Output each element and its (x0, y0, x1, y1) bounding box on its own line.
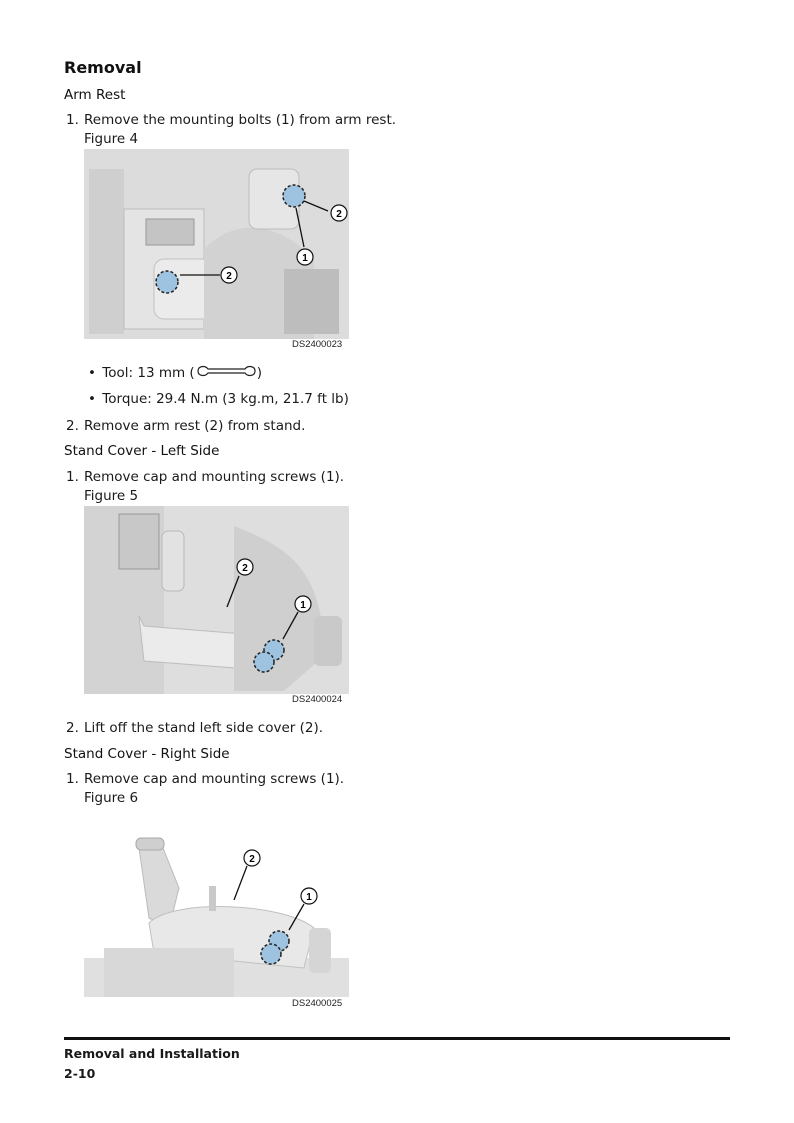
step-text: Lift off the stand left side cover (2). (84, 720, 324, 736)
step-number: 1. (66, 469, 79, 485)
figure-label: Figure 6 (84, 790, 139, 806)
figure-label: Figure 4 (84, 131, 139, 147)
step-number: 1. (66, 112, 79, 128)
figure-4-image (84, 149, 349, 339)
figure-code: DS2400025 (292, 998, 343, 1009)
step-text: Remove cap and mounting screws (1). (84, 771, 345, 787)
bullet-glyph: • (88, 391, 96, 407)
bullet-glyph: • (88, 365, 96, 381)
figure-label: Figure 5 (84, 488, 139, 504)
callout-label: 2 (226, 271, 232, 282)
figure-code: DS2400023 (292, 339, 343, 350)
step-number: 1. (66, 771, 79, 787)
figure-5-image (84, 506, 349, 694)
step-number: 2. (66, 720, 79, 736)
callout-label: 1 (306, 892, 312, 903)
subheading-right-cover: Stand Cover - Right Side (64, 746, 230, 762)
step-text: Remove arm rest (2) from stand. (84, 418, 306, 434)
step-text: Remove cap and mounting screws (1). (84, 469, 345, 485)
callout-label: 1 (302, 253, 308, 264)
figure-code: DS2400024 (292, 694, 343, 705)
footer-rule (64, 1037, 730, 1040)
wrench-icon (195, 364, 257, 382)
torque-bullet (88, 391, 349, 407)
step-text: Remove the mounting bolts (1) from arm rest. (84, 112, 397, 128)
subheading-left-cover: Stand Cover - Left Side (64, 443, 220, 459)
callout-label: 2 (336, 209, 342, 220)
section-title: Removal (64, 58, 142, 77)
tool-text-prefix: Tool: 13 mm ( (102, 365, 195, 381)
torque-text: Torque: 29.4 N.m (3 kg.m, 21.7 ft lb) (102, 391, 349, 407)
tool-bullet (88, 364, 262, 382)
footer-page-number: 2-10 (64, 1066, 96, 1081)
callout-label: 2 (242, 563, 248, 574)
tool-text-suffix: ) (256, 365, 262, 381)
figure-6-image (84, 808, 349, 997)
step-number: 2. (66, 418, 79, 434)
callout-label: 1 (300, 600, 306, 611)
subheading-arm-rest: Arm Rest (64, 87, 126, 103)
callout-label: 2 (249, 854, 255, 865)
footer-chapter: Removal and Installation (64, 1046, 240, 1061)
